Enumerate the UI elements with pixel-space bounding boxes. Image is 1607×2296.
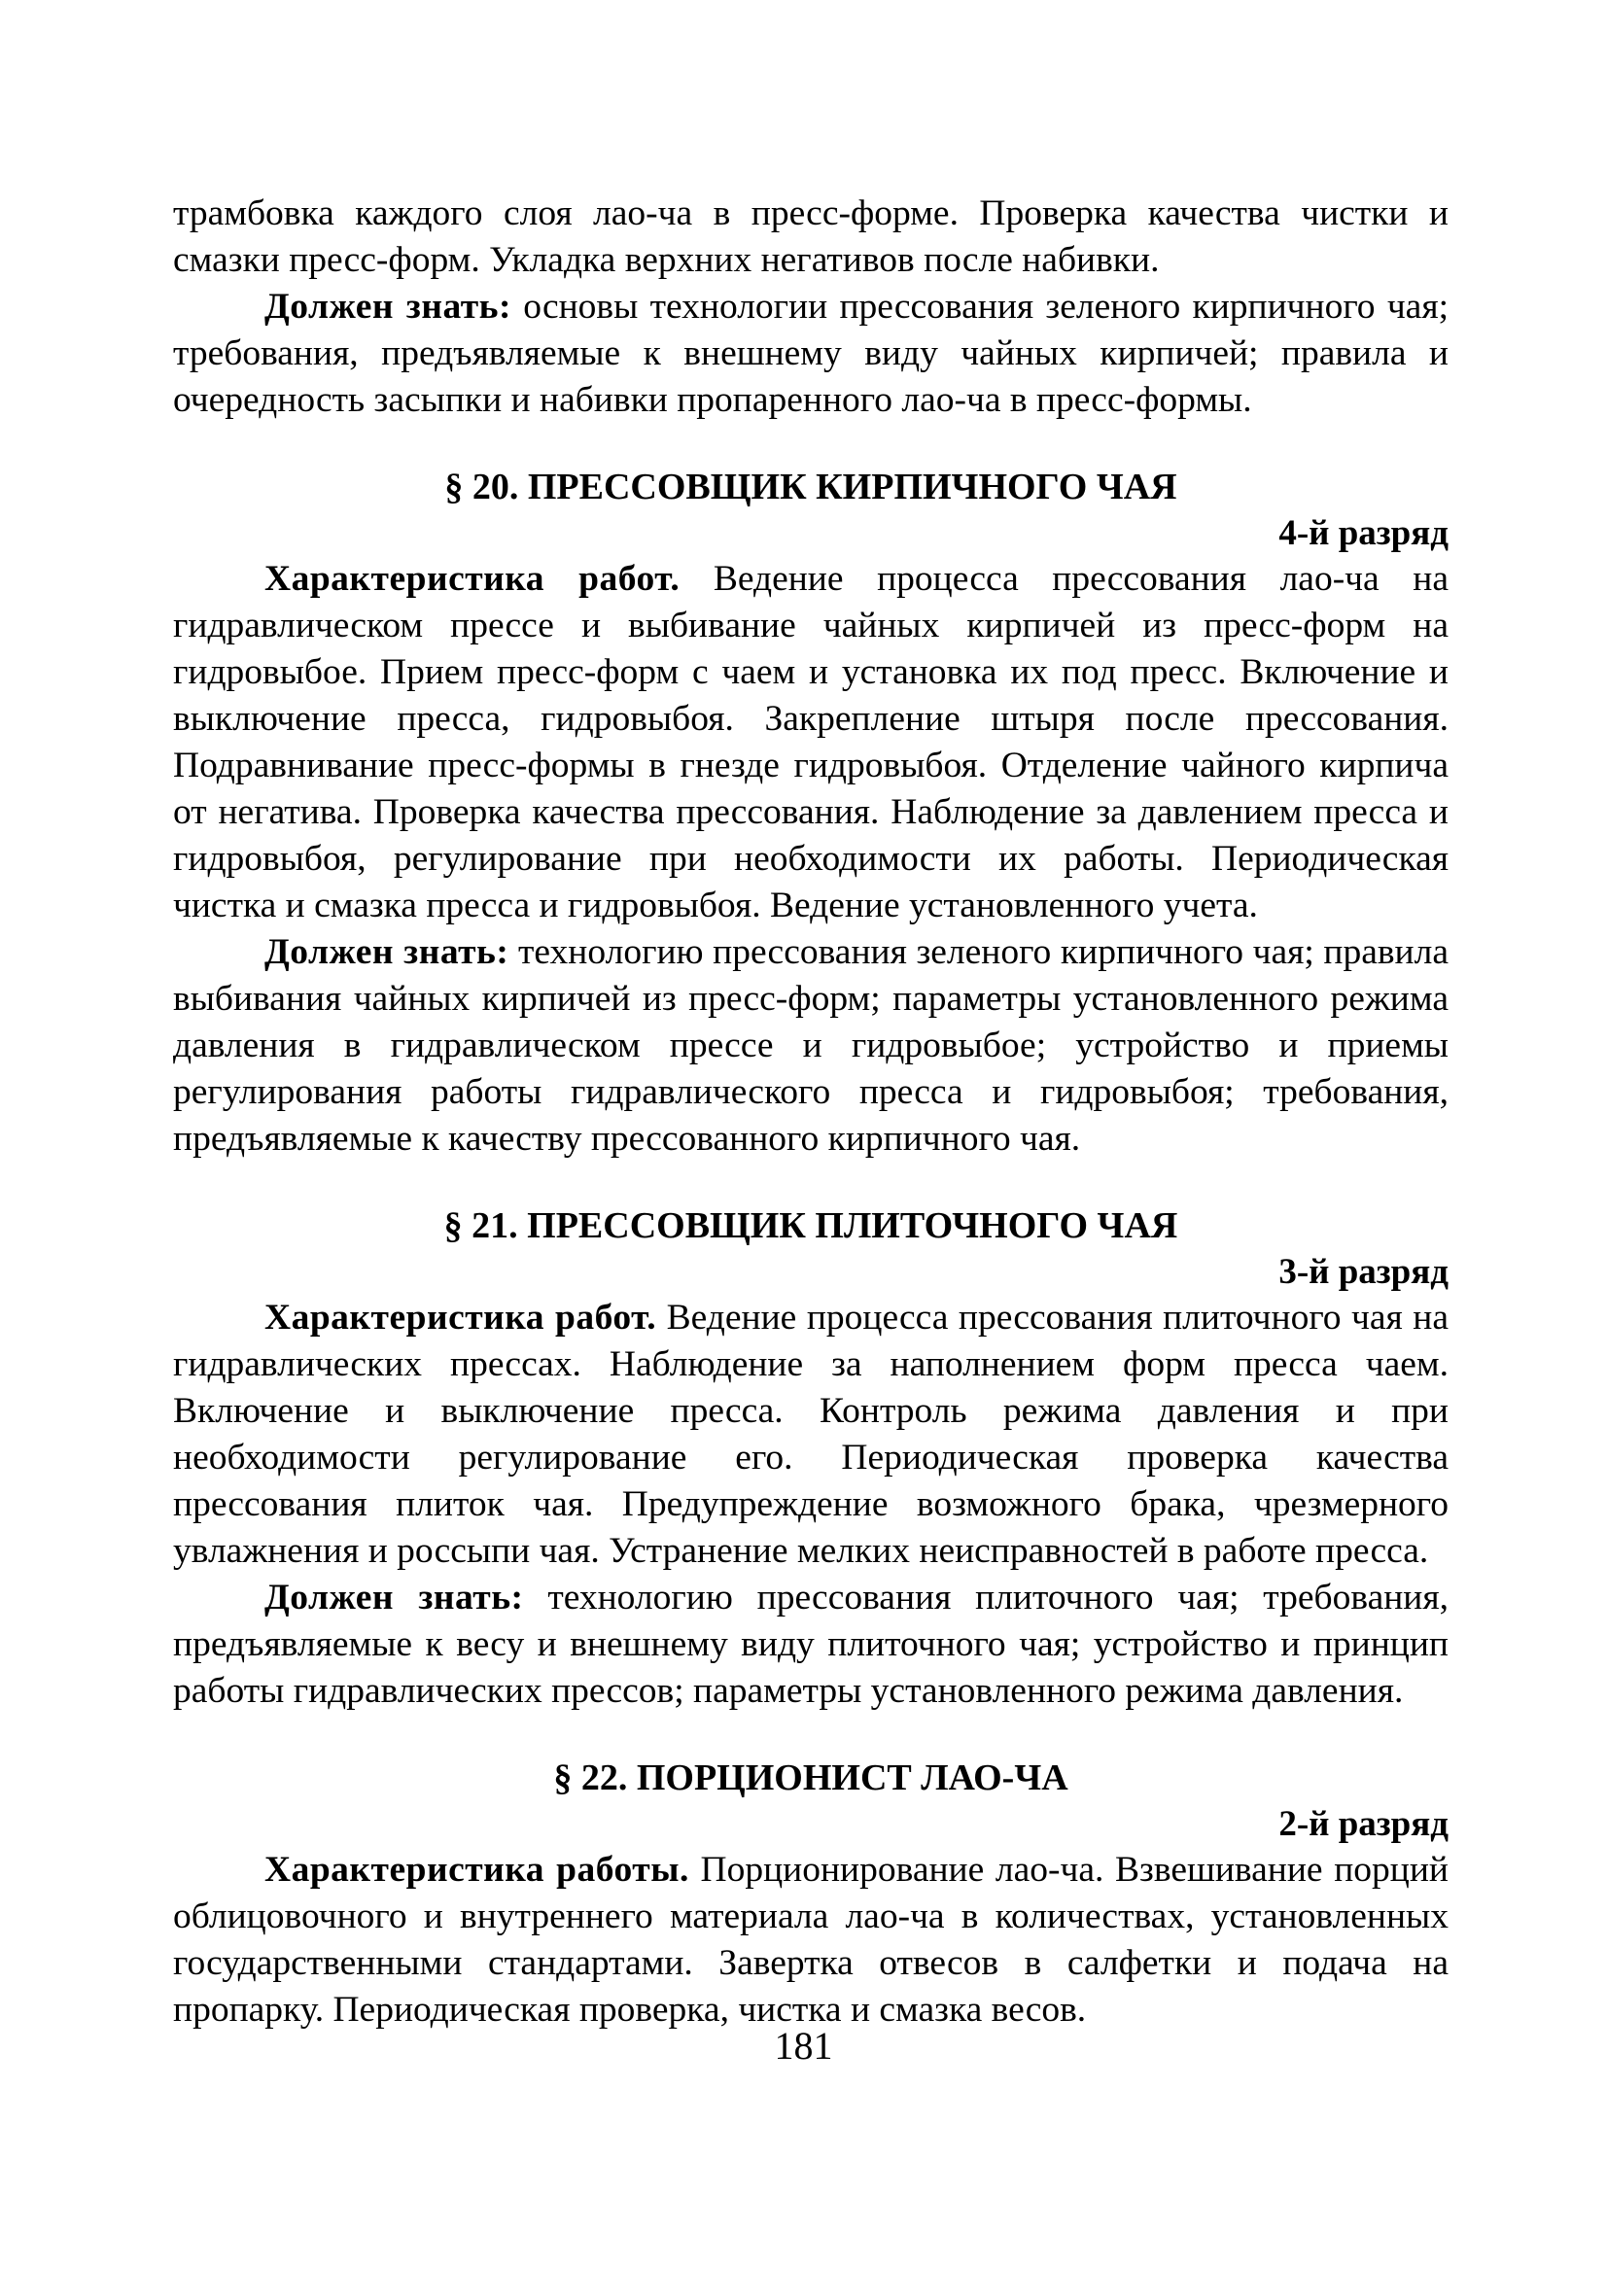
work-characteristics-lead: Характеристика работ. bbox=[264, 559, 681, 599]
work-characteristics-text: Ведение процесса прессования лао-ча на гидравлическом прессе и выбивание чайных кирпичей из пресс-форм на гидровыбое. Прием пресс-форм с чаем и установка их под пресс. Включение и выключение пресса, гидровыбоя. Закрепление штыря после прессования. Подравнивание пресс-формы в гнезде гидровыбоя. Отделение чайного кирпича от негатива. Проверка качества прессования. Наблюдение за давлением пресса и гидровыбоя, регулирование при необходимости их работы. Периодическая чистка и смазка пресса и гидровыбоя. Ведение установленного учета. bbox=[173, 559, 1450, 925]
must-know-paragraph bbox=[173, 929, 1449, 1163]
section-title: § 22. ПОРЦИОНИСТ ЛАО-ЧА bbox=[553, 1757, 1068, 1798]
must-know-text: технологию прессования зеленого кирпичного чая; правила выбивания чайных кирпичей из пресс-форм; параметры установленного режима давления в гидравлическом прессе и гидровыбое; устройство и приемы регулирования работы гидравлического пресса и гидровыбоя; требования, предъявляемые к качеству прессованного кирпичного чая. bbox=[173, 932, 1449, 1159]
work-characteristics-text: Ведение процесса прессования плиточного чая на гидравлических прессах. Наблюдение за наполнением форм пресса чаем. Включение и выключение пресса. Контроль режима давления и при необходимости регулирование его. Периодическая проверка качества прессования плиток чая. Предупреждение возможного брака, чрезмерного увлажнения и россыпи чая. Устранение мелких неисправностей в работе пресса. bbox=[173, 1298, 1449, 1571]
must-know-paragraph bbox=[173, 1575, 1449, 1715]
must-know-lead: Должен знать: bbox=[264, 932, 509, 972]
work-characteristics-paragraph bbox=[173, 1847, 1449, 2034]
work-characteristics-lead: Характеристика работ. bbox=[264, 1298, 657, 1338]
intro-continuation: трамбовка каждого слоя лао-ча в пресс-форме. Проверка качества чистки и смазки пресс-форм. Укладка верхних негативов после набивки. bbox=[173, 193, 1449, 280]
intro-must-know-paragraph bbox=[173, 284, 1449, 424]
must-know-lead: Должен знать: bbox=[264, 1578, 524, 1618]
work-characteristics-paragraph bbox=[173, 556, 1449, 929]
section-rank: 3-й разряд bbox=[1278, 1252, 1449, 1292]
must-know-lead: Должен знать: bbox=[264, 287, 512, 327]
work-characteristics-text: Порционирование лао-ча. Взвешивание порций облицовочного и внутреннего материала лао-ча в количествах, установленных государственными стандартами. Завертка отвесов в салфетки и подача на пропарку. Периодическая проверка, чистка и смазка весов. bbox=[173, 1850, 1449, 2030]
document-page bbox=[173, 191, 1449, 2034]
section-rank: 2-й разряд bbox=[1278, 1804, 1449, 1844]
work-characteristics-paragraph bbox=[173, 1295, 1449, 1575]
work-characteristics-lead: Характеристика работы. bbox=[264, 1850, 689, 1890]
page-number: 181 bbox=[774, 2024, 833, 2068]
section-rank: 4-й разряд bbox=[1278, 513, 1449, 553]
section-title: § 21. ПРЕССОВЩИК ПЛИТОЧНОГО ЧАЯ bbox=[443, 1205, 1178, 1246]
section-title: § 20. ПРЕССОВЩИК КИРПИЧНОГО ЧАЯ bbox=[444, 467, 1177, 507]
must-know-text: технологию прессования плиточного чая; требования, предъявляемые к весу и внешнему виду плиточного чая; устройство и принцип работы гидравлических прессов; параметры установленного режима давления. bbox=[173, 1578, 1449, 1711]
must-know-text: основы технологии прессования зеленого кирпичного чая; требования, предъявляемые к внешнему виду чайных кирпичей; правила и очередность засыпки и набивки пропаренного лао-ча в пресс-формы. bbox=[173, 287, 1449, 420]
